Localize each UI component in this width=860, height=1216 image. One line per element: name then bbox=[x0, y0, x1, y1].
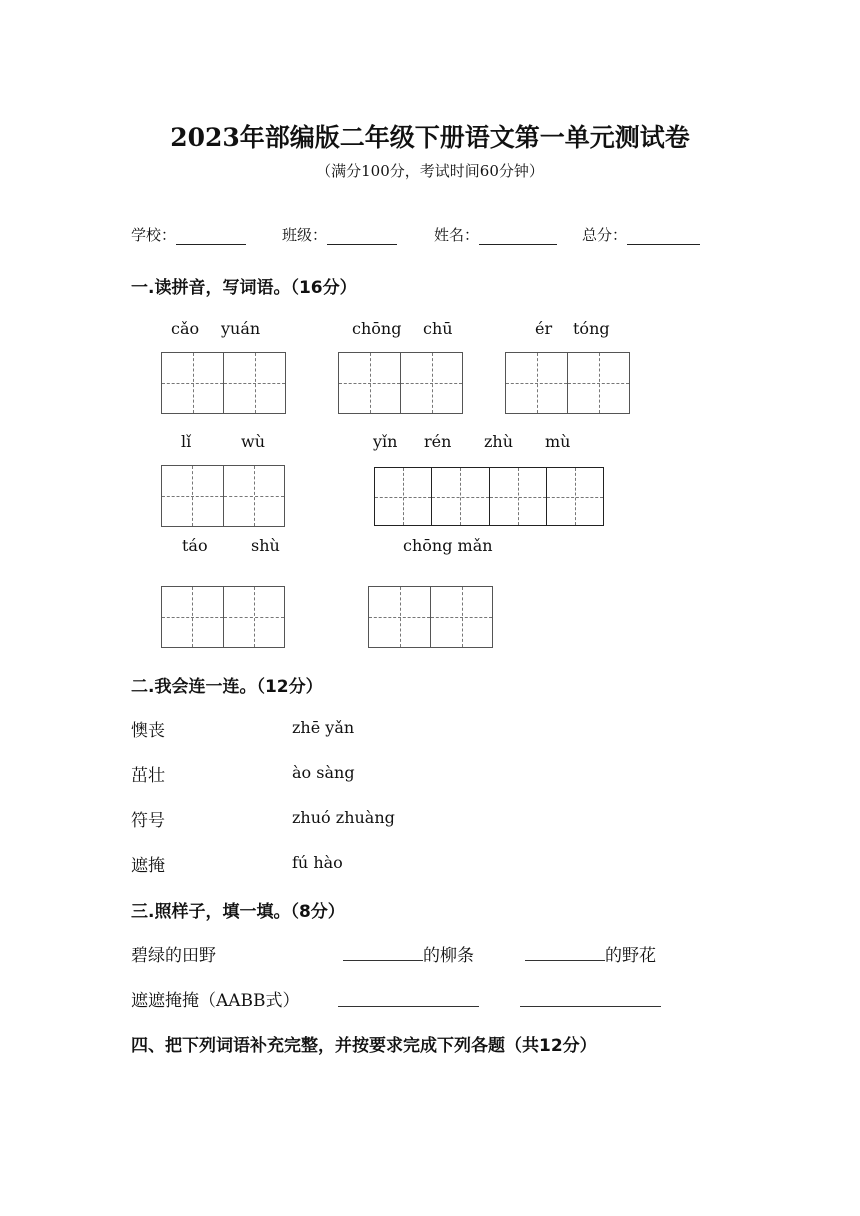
pinyin-yuan: yuán bbox=[221, 319, 261, 338]
fill-item-yehua bbox=[525, 941, 656, 966]
pinyin-zhu: zhù bbox=[484, 432, 514, 451]
writing-grid-caoyuan[interactable] bbox=[161, 352, 286, 414]
class-blank[interactable] bbox=[327, 228, 397, 245]
aabb-blank-2[interactable] bbox=[520, 988, 661, 1011]
section3-heading: 三.照样子，填一填。（8分） bbox=[131, 902, 345, 922]
pinyin-yin: yǐn bbox=[373, 432, 398, 451]
total-blank[interactable] bbox=[627, 228, 700, 245]
example-phrase: 碧绿的田野 bbox=[131, 946, 216, 966]
section4-heading: 四、把下列词语补充完整，并按要求完成下列各题（共12分） bbox=[131, 1036, 597, 1056]
school-blank[interactable] bbox=[176, 228, 246, 245]
example-aabb: 遮遮掩掩（AABB式） bbox=[131, 991, 300, 1011]
section1-heading: 一.读拼音，写词语。（16分） bbox=[131, 278, 357, 298]
fill-suffix: 的野花 bbox=[605, 946, 656, 966]
fill-suffix: 的柳条 bbox=[423, 946, 474, 966]
total-field bbox=[582, 224, 700, 245]
writing-grid-chongchu[interactable] bbox=[338, 352, 463, 414]
pinyin-chongman: chōng mǎn bbox=[403, 536, 493, 555]
writing-grid-yinrenzhumu[interactable] bbox=[374, 467, 604, 526]
match-word[interactable]: 遮掩 bbox=[131, 856, 165, 876]
section2-heading: 二.我会连一连。（12分） bbox=[131, 677, 323, 697]
pinyin-er: ér bbox=[535, 319, 553, 338]
pinyin-tao: táo bbox=[182, 536, 208, 555]
writing-grid-ertong[interactable] bbox=[505, 352, 630, 414]
class-field bbox=[282, 224, 397, 245]
writing-grid-chongman[interactable] bbox=[368, 586, 493, 648]
match-pinyin[interactable]: zhuó zhuàng bbox=[292, 808, 395, 827]
pinyin-ren: rén bbox=[424, 432, 452, 451]
pinyin-shu: shù bbox=[251, 536, 280, 555]
page-subtitle: （满分100分，考试时间60分钟） bbox=[316, 162, 544, 180]
fill-blank[interactable] bbox=[525, 942, 605, 961]
writing-grid-liwu[interactable] bbox=[161, 465, 285, 527]
fill-blank[interactable] bbox=[343, 942, 423, 961]
pinyin-cao: cǎo bbox=[171, 319, 200, 338]
total-label: 总分： bbox=[582, 226, 628, 244]
match-word[interactable]: 懊丧 bbox=[131, 721, 165, 741]
pinyin-tong: tóng bbox=[573, 319, 610, 338]
name-label: 姓名： bbox=[434, 226, 480, 244]
writing-grid-taoshu[interactable] bbox=[161, 586, 285, 648]
name-field bbox=[434, 224, 557, 245]
pinyin-li: lǐ bbox=[181, 432, 192, 451]
match-word[interactable]: 茁壮 bbox=[131, 766, 165, 786]
match-pinyin[interactable]: ào sàng bbox=[292, 763, 355, 782]
match-pinyin[interactable]: zhē yǎn bbox=[292, 718, 355, 737]
aabb-blank-1[interactable] bbox=[338, 988, 479, 1011]
class-label: 班级： bbox=[282, 226, 328, 244]
pinyin-wu: wù bbox=[241, 432, 265, 451]
match-pinyin[interactable]: fú hào bbox=[292, 853, 343, 872]
fill-item-liutiao bbox=[343, 941, 474, 966]
pinyin-chu: chū bbox=[423, 319, 453, 338]
school-label: 学校： bbox=[131, 226, 177, 244]
page-title: 2023年部编版二年级下册语文第一单元测试卷 bbox=[170, 123, 690, 152]
name-blank[interactable] bbox=[479, 228, 557, 245]
match-word[interactable]: 符号 bbox=[131, 811, 165, 831]
school-field bbox=[131, 224, 246, 245]
pinyin-chong: chōng bbox=[352, 319, 402, 338]
pinyin-mu: mù bbox=[545, 432, 571, 451]
